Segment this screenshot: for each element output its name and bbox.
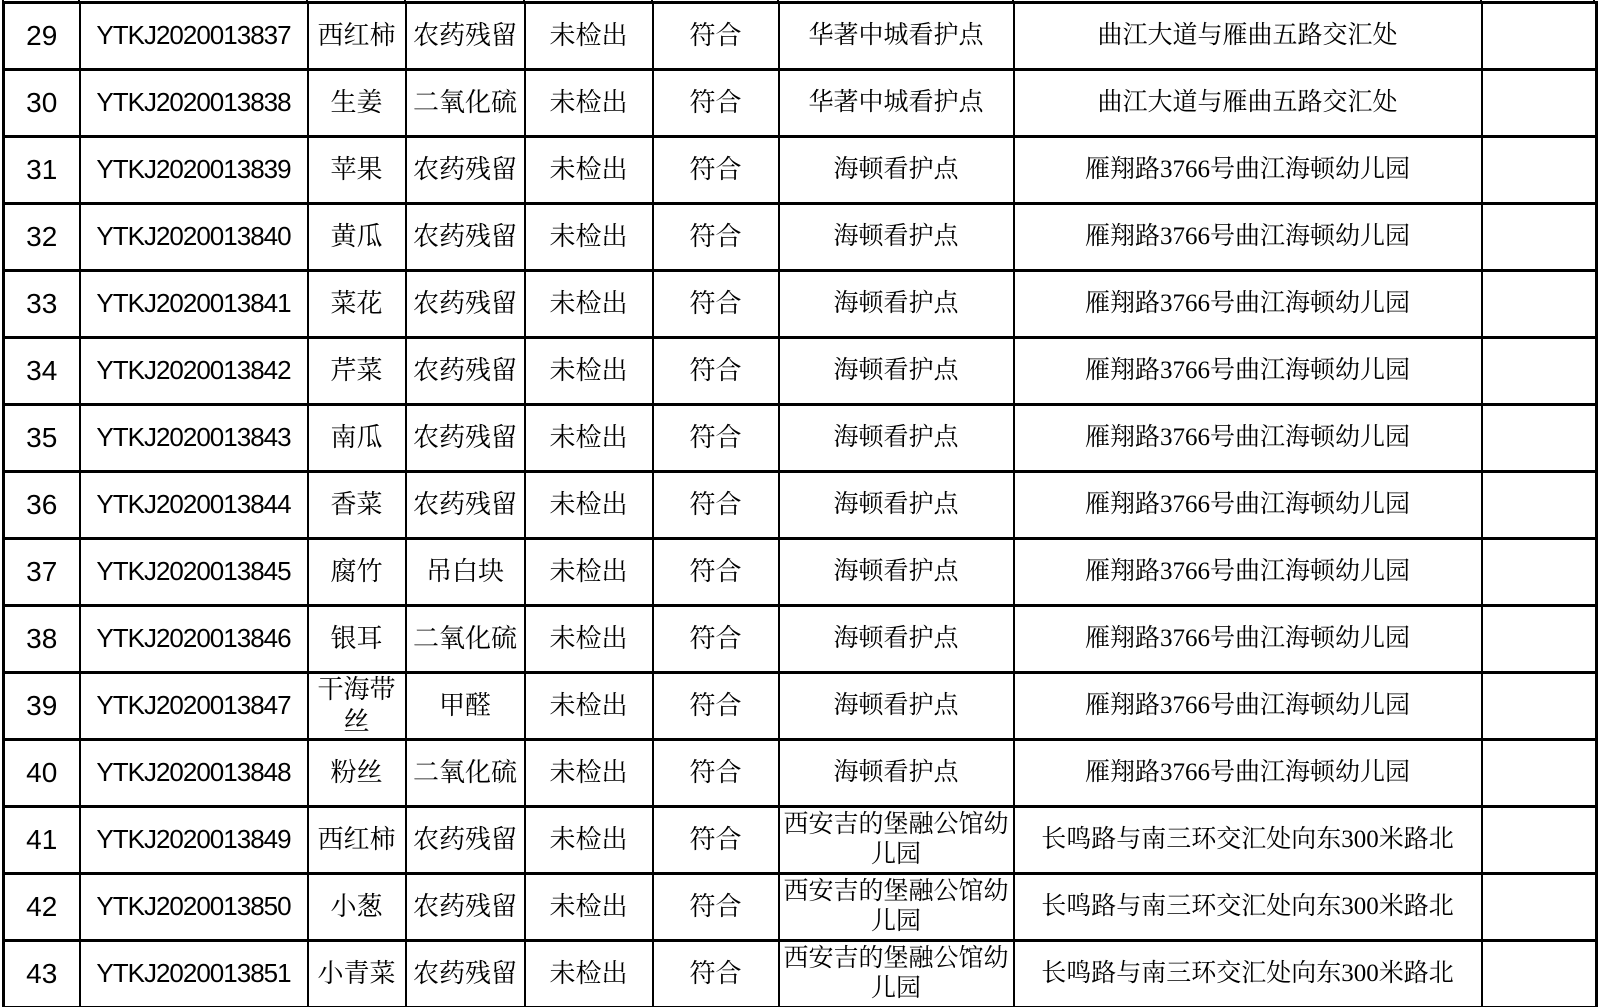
cell-sample-code: YTKJ2020013845 [80,539,308,606]
cell-test-item: 二氧化硫 [406,70,525,137]
cell-site-address: 雁翔路3766号曲江海顿幼儿园 [1014,338,1482,405]
cell-site-name: 海顿看护点 [779,472,1014,539]
cell-site-name: 西安吉的堡融公馆幼儿园 [779,941,1014,1007]
table-row [4,740,1597,807]
cell-site-name: 海顿看护点 [779,137,1014,204]
cell-test-item: 农药残留 [406,271,525,338]
cell-conclusion: 符合 [653,807,779,874]
cell-conclusion: 符合 [653,539,779,606]
cell-remark [1482,137,1597,204]
cell-remark [1482,405,1597,472]
cell-sample-name: 芹菜 [308,338,406,405]
cell-site-name: 海顿看护点 [779,204,1014,271]
cell-test-result: 未检出 [525,606,653,673]
cell-row-index: 43 [4,941,80,1007]
cell-test-result: 未检出 [525,874,653,941]
cell-row-index: 33 [4,271,80,338]
cell-sample-name: 南瓜 [308,405,406,472]
cell-conclusion: 符合 [653,874,779,941]
cell-test-item: 农药残留 [406,137,525,204]
cell-sample-name: 小葱 [308,874,406,941]
cell-test-result: 未检出 [525,137,653,204]
cell-site-name: 海顿看护点 [779,539,1014,606]
cell-remark [1482,539,1597,606]
table-row [4,3,1597,70]
cell-row-index: 39 [4,673,80,740]
cell-site-address: 雁翔路3766号曲江海顿幼儿园 [1014,539,1482,606]
cell-site-address: 雁翔路3766号曲江海顿幼儿园 [1014,405,1482,472]
cell-sample-code: YTKJ2020013837 [80,3,308,70]
cell-conclusion: 符合 [653,673,779,740]
cell-sample-name: 小青菜 [308,941,406,1007]
cell-site-address: 长鸣路与南三环交汇处向东300米路北 [1014,941,1482,1007]
cell-row-index: 34 [4,338,80,405]
cell-test-result: 未检出 [525,3,653,70]
cell-row-index: 30 [4,70,80,137]
cell-sample-code: YTKJ2020013848 [80,740,308,807]
cell-site-name: 海顿看护点 [779,673,1014,740]
cell-test-result: 未检出 [525,941,653,1007]
cell-sample-name: 生姜 [308,70,406,137]
cell-row-index: 40 [4,740,80,807]
cell-test-item: 农药残留 [406,405,525,472]
cell-site-address: 曲江大道与雁曲五路交汇处 [1014,3,1482,70]
cell-conclusion: 符合 [653,204,779,271]
table-row [4,807,1597,874]
cell-remark [1482,204,1597,271]
cell-row-index: 38 [4,606,80,673]
cell-conclusion: 符合 [653,472,779,539]
cell-sample-name: 黄瓜 [308,204,406,271]
cell-sample-name: 银耳 [308,606,406,673]
cell-test-result: 未检出 [525,472,653,539]
cell-conclusion: 符合 [653,271,779,338]
cell-test-item: 二氧化硫 [406,740,525,807]
cell-remark [1482,606,1597,673]
cell-conclusion: 符合 [653,606,779,673]
cell-remark [1482,70,1597,137]
cell-remark [1482,3,1597,70]
cell-site-address: 雁翔路3766号曲江海顿幼儿园 [1014,137,1482,204]
cell-test-item: 农药残留 [406,941,525,1007]
cell-test-item: 农药残留 [406,874,525,941]
cell-test-result: 未检出 [525,539,653,606]
table-row [4,405,1597,472]
table-row [4,539,1597,606]
cell-conclusion: 符合 [653,137,779,204]
cell-remark [1482,338,1597,405]
cell-site-address: 雁翔路3766号曲江海顿幼儿园 [1014,673,1482,740]
cell-site-name: 海顿看护点 [779,271,1014,338]
table-row [4,606,1597,673]
cell-sample-code: YTKJ2020013840 [80,204,308,271]
cell-site-address: 雁翔路3766号曲江海顿幼儿园 [1014,740,1482,807]
cell-conclusion: 符合 [653,70,779,137]
cell-test-item: 吊白块 [406,539,525,606]
table-row [4,941,1597,1007]
cell-test-result: 未检出 [525,405,653,472]
cell-site-name: 海顿看护点 [779,338,1014,405]
cell-conclusion: 符合 [653,941,779,1007]
cell-test-item: 农药残留 [406,472,525,539]
cell-row-index: 29 [4,3,80,70]
cell-sample-code: YTKJ2020013841 [80,271,308,338]
cell-sample-code: YTKJ2020013846 [80,606,308,673]
cell-row-index: 35 [4,405,80,472]
cell-sample-name: 西红柿 [308,807,406,874]
cell-sample-name: 菜花 [308,271,406,338]
cell-sample-name: 西红柿 [308,3,406,70]
table-row [4,204,1597,271]
cell-test-item: 农药残留 [406,807,525,874]
cell-sample-code: YTKJ2020013851 [80,941,308,1007]
cell-site-address: 雁翔路3766号曲江海顿幼儿园 [1014,472,1482,539]
cell-site-address: 雁翔路3766号曲江海顿幼儿园 [1014,271,1482,338]
cell-test-item: 二氧化硫 [406,606,525,673]
cell-sample-name: 粉丝 [308,740,406,807]
cell-sample-name: 香菜 [308,472,406,539]
cell-remark [1482,807,1597,874]
cell-site-name: 华著中城看护点 [779,70,1014,137]
cell-test-result: 未检出 [525,271,653,338]
cell-test-result: 未检出 [525,673,653,740]
table-row [4,70,1597,137]
cell-row-index: 42 [4,874,80,941]
cell-sample-name: 腐竹 [308,539,406,606]
cell-test-item: 农药残留 [406,204,525,271]
inspection-results-table [2,1,1598,1007]
cell-site-name: 西安吉的堡融公馆幼儿园 [779,874,1014,941]
table-row [4,271,1597,338]
cell-sample-code: YTKJ2020013842 [80,338,308,405]
cell-test-result: 未检出 [525,338,653,405]
cell-site-address: 长鸣路与南三环交汇处向东300米路北 [1014,807,1482,874]
cell-remark [1482,874,1597,941]
cell-sample-code: YTKJ2020013838 [80,70,308,137]
table-row [4,137,1597,204]
cell-row-index: 36 [4,472,80,539]
cell-row-index: 32 [4,204,80,271]
cell-site-address: 曲江大道与雁曲五路交汇处 [1014,70,1482,137]
cell-sample-code: YTKJ2020013849 [80,807,308,874]
cell-sample-code: YTKJ2020013839 [80,137,308,204]
cell-remark [1482,271,1597,338]
cell-sample-name: 苹果 [308,137,406,204]
cell-test-item: 甲醛 [406,673,525,740]
table-row [4,338,1597,405]
cell-site-name: 海顿看护点 [779,740,1014,807]
cell-test-result: 未检出 [525,70,653,137]
cell-remark [1482,740,1597,807]
cell-sample-code: YTKJ2020013847 [80,673,308,740]
cell-sample-code: YTKJ2020013844 [80,472,308,539]
cell-site-name: 西安吉的堡融公馆幼儿园 [779,807,1014,874]
cell-conclusion: 符合 [653,338,779,405]
cell-site-address: 雁翔路3766号曲江海顿幼儿园 [1014,204,1482,271]
cell-test-result: 未检出 [525,204,653,271]
cell-remark [1482,941,1597,1007]
table-row [4,874,1597,941]
cell-site-address: 雁翔路3766号曲江海顿幼儿园 [1014,606,1482,673]
cell-test-item: 农药残留 [406,338,525,405]
cell-site-address: 长鸣路与南三环交汇处向东300米路北 [1014,874,1482,941]
cell-conclusion: 符合 [653,740,779,807]
cell-test-result: 未检出 [525,807,653,874]
cell-conclusion: 符合 [653,3,779,70]
cell-site-name: 华著中城看护点 [779,3,1014,70]
cell-sample-code: YTKJ2020013843 [80,405,308,472]
cell-conclusion: 符合 [653,405,779,472]
cell-remark [1482,472,1597,539]
cell-test-result: 未检出 [525,740,653,807]
cell-sample-code: YTKJ2020013850 [80,874,308,941]
cell-row-index: 37 [4,539,80,606]
cell-row-index: 41 [4,807,80,874]
cell-site-name: 海顿看护点 [779,405,1014,472]
table-row [4,472,1597,539]
cell-site-name: 海顿看护点 [779,606,1014,673]
table-row [4,673,1597,740]
cell-test-item: 农药残留 [406,3,525,70]
cell-row-index: 31 [4,137,80,204]
cell-sample-name: 干海带丝 [308,673,406,740]
cell-remark [1482,673,1597,740]
